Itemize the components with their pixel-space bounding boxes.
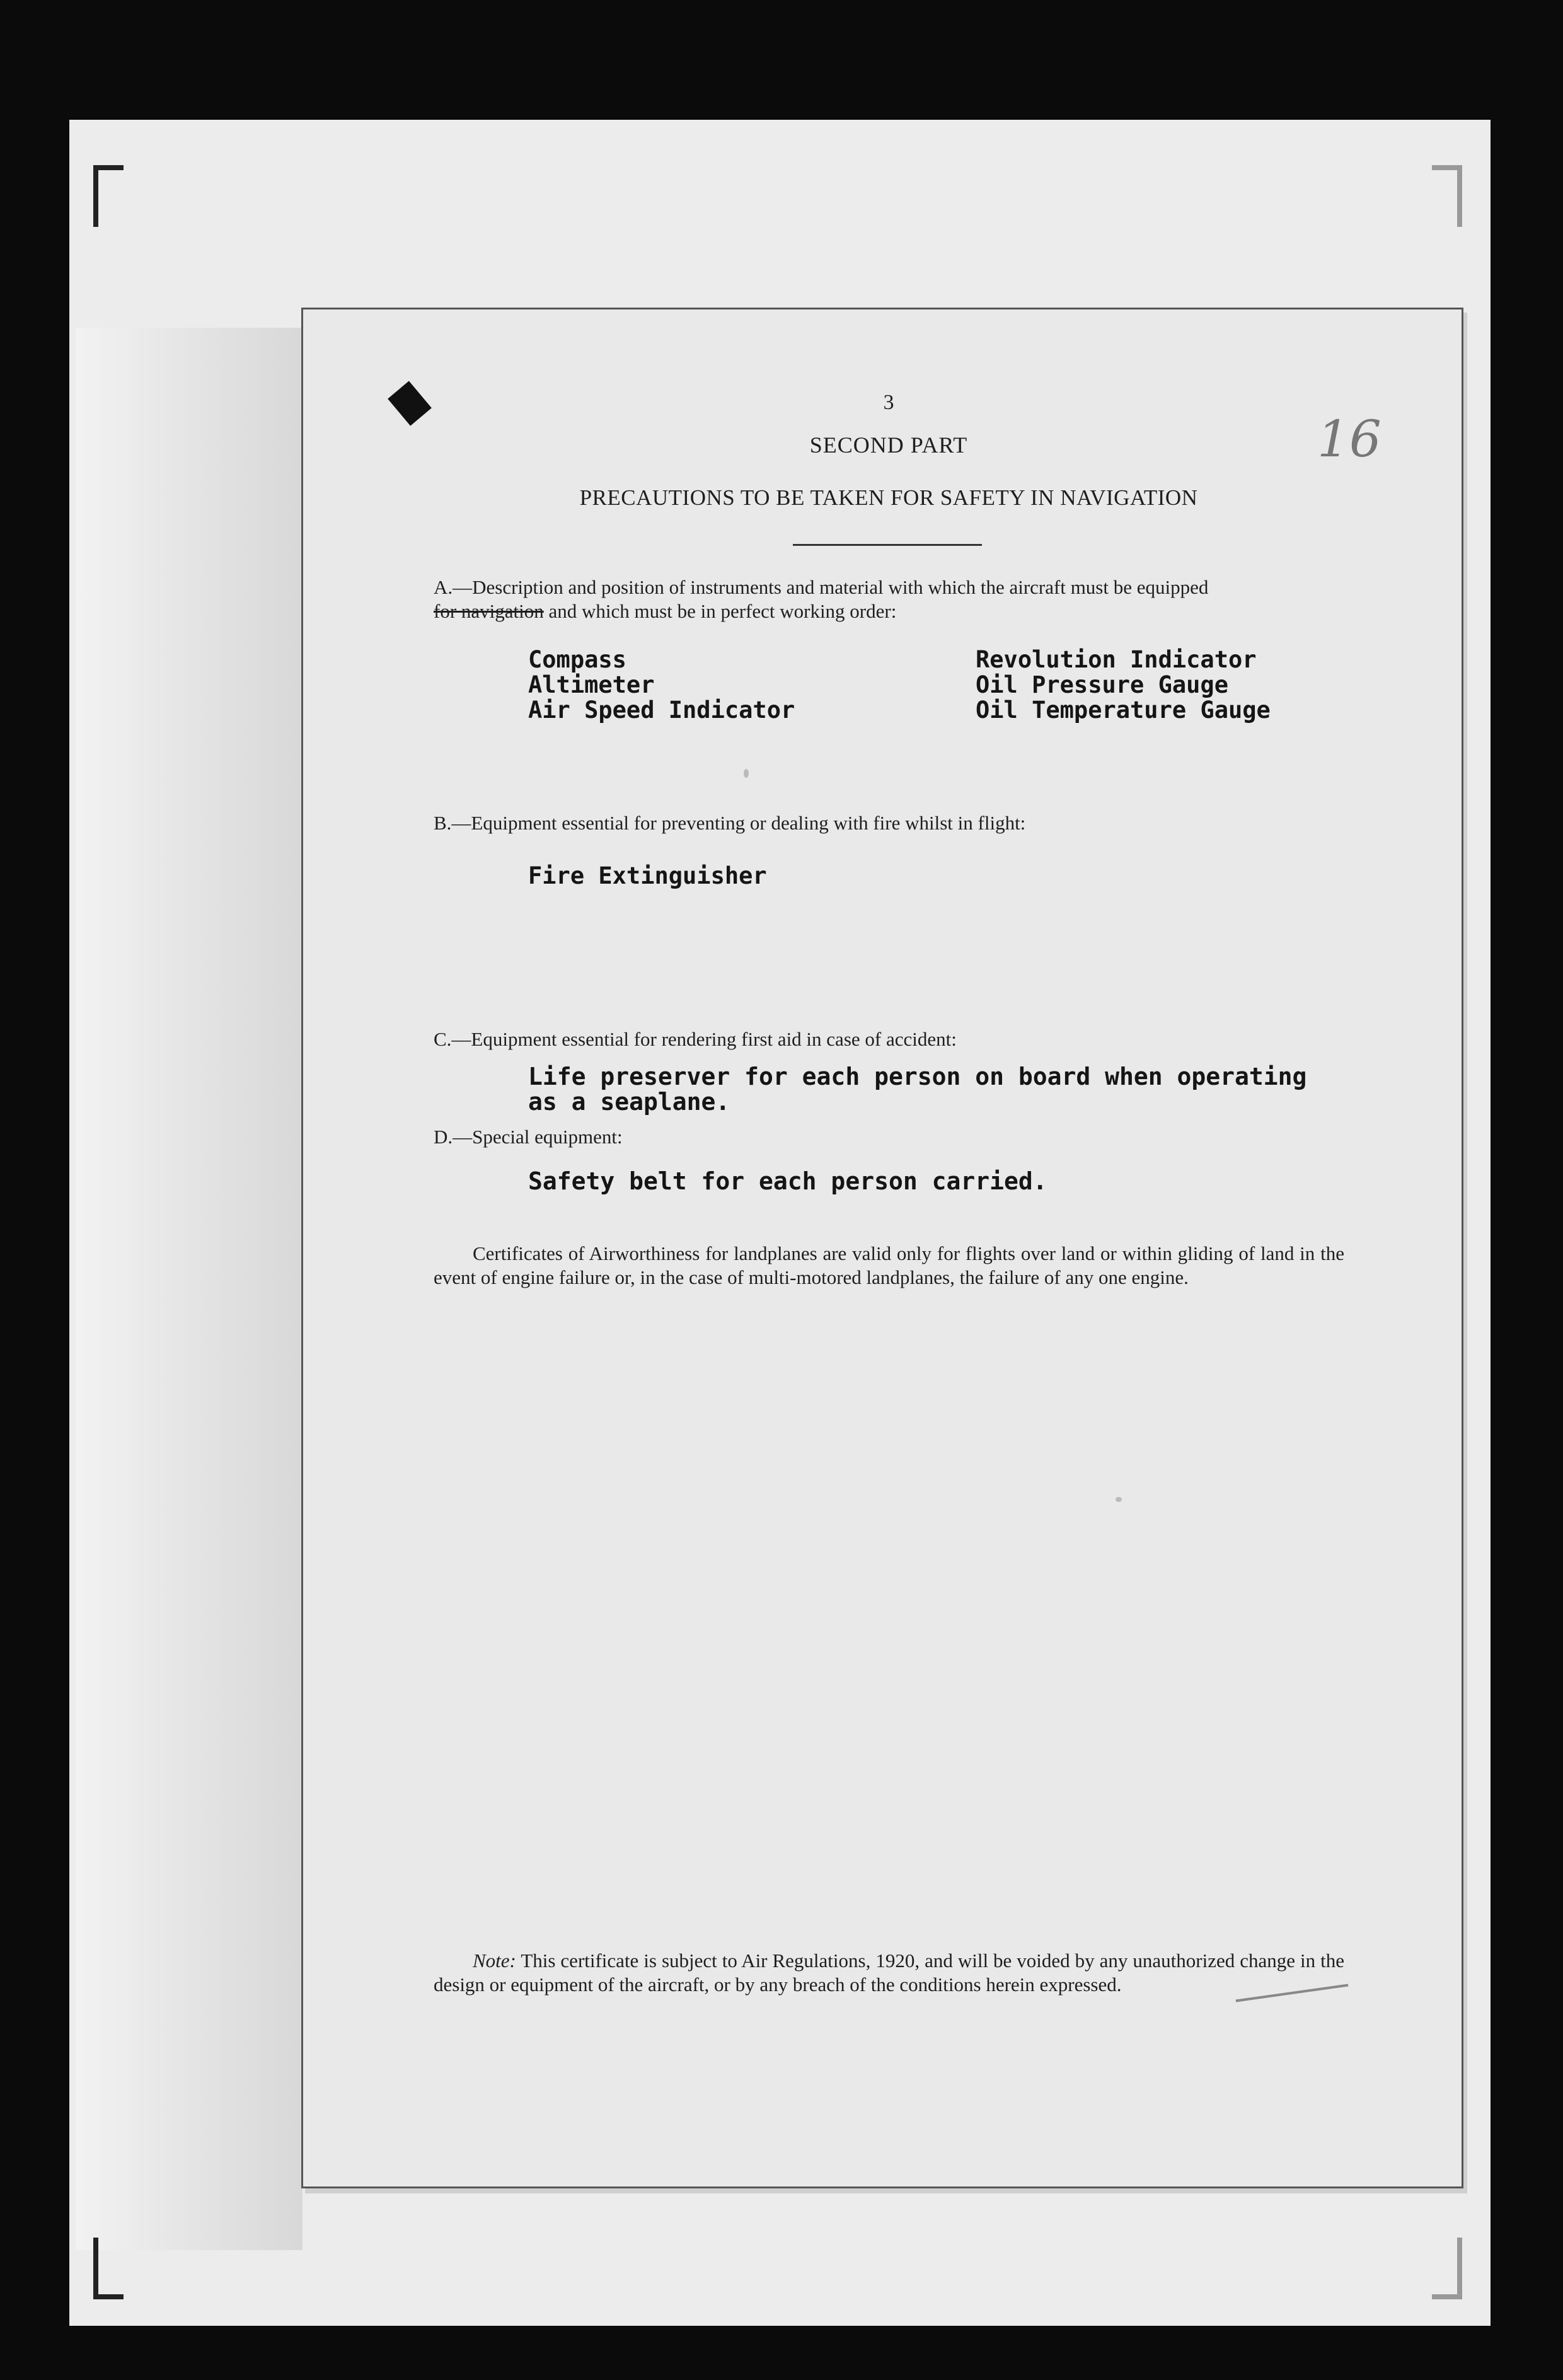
section-b-label: B.—Equipment essential for preventing or dealing with fire whilst in flight:: [434, 812, 1026, 834]
crop-mark-bottom-right: [1432, 2238, 1462, 2299]
section-a-description: [434, 575, 1344, 623]
section-c-value: [528, 1064, 1306, 1114]
note-text: This certificate is subject to Air Regulations, 1920, and will be voided by any unauthorized change in the design or equipment of the aircraft, or by any breach of the conditions herein expressed.: [434, 1950, 1344, 1996]
section-c-value-line: Life preserver for each person on board when operating: [528, 1063, 1307, 1090]
validity-paragraph: Certificates of Airworthiness for landplanes are valid only for flights over land or within gliding of land in the event of engine failure or, in the case of multi-motored landplanes, the failure of any one engine.: [434, 1242, 1344, 1288]
instrument-item: Compass: [528, 646, 626, 673]
section-d-value: Safety belt for each person carried.: [528, 1167, 1047, 1195]
section-a-intro: A.—Description and position of instruments and material with which the aircraft must be equipped: [434, 576, 1209, 598]
crop-mark-top-left: [93, 165, 124, 227]
instrument-list-left: [528, 647, 795, 723]
section-a-intro-cont: and which must be in perfect working order:: [548, 600, 897, 622]
page-shadow: [76, 328, 303, 2250]
instrument-item: Oil Pressure Gauge: [976, 671, 1228, 698]
section-a-struck-text: for navigation: [434, 600, 544, 622]
part-title: SECOND PART: [809, 432, 968, 458]
note-label: Note:: [473, 1950, 516, 1972]
crop-mark-bottom-left: [93, 2238, 124, 2299]
section-c-value-line: as a seaplane.: [528, 1088, 730, 1116]
instrument-item: Oil Temperature Gauge: [976, 696, 1271, 724]
paper-speck: [744, 769, 749, 778]
paper-speck: [1116, 1497, 1122, 1502]
section-b-value: Fire Extinguisher: [528, 862, 767, 889]
page-number: 3: [883, 391, 894, 414]
section-d-label: D.—Special equipment:: [434, 1126, 623, 1148]
title-divider: [793, 544, 982, 546]
section-c-label: C.—Equipment essential for rendering first aid in case of accident:: [434, 1028, 957, 1050]
crop-mark-top-right: [1432, 165, 1462, 227]
instrument-item: Altimeter: [528, 671, 655, 698]
instrument-list-right: [976, 647, 1271, 723]
instrument-item: Air Speed Indicator: [528, 696, 795, 724]
handwritten-page-number: 16: [1317, 410, 1381, 468]
note-paragraph: [434, 1949, 1344, 1997]
instrument-item: Revolution Indicator: [976, 646, 1257, 673]
section-title: PRECAUTIONS TO BE TAKEN FOR SAFETY IN NAVIGATION: [579, 485, 1198, 510]
